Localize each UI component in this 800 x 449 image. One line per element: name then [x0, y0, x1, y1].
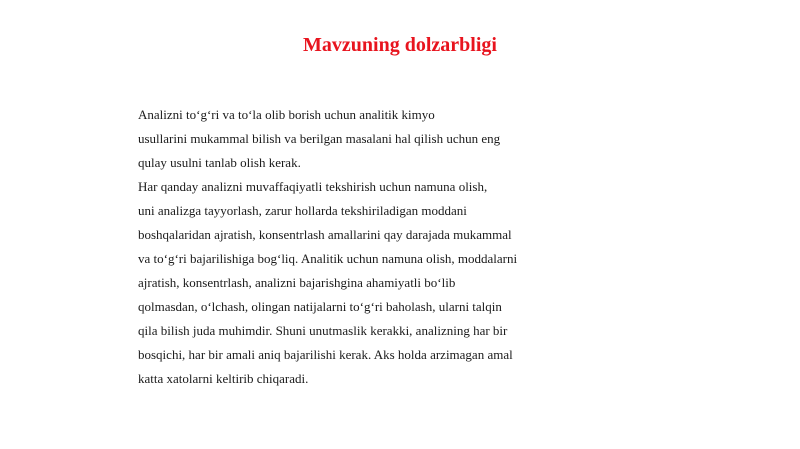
- text-line: qolmasdan, o‘lchash, olingan natijalarni to‘g‘ri baholash, ularni talqin: [138, 299, 502, 314]
- slide-body-text: [138, 103, 558, 391]
- text-line: usullarini mukammal bilish va berilgan masalani hal qilish uchun eng: [138, 131, 501, 146]
- text-line: va to‘g‘ri bajarilishiga bog‘liq. Analitik uchun namuna olish, moddalarni: [138, 251, 518, 266]
- text-line: Analizni to‘g‘ri va to‘la olib borish uchun analitik kimyo: [138, 107, 435, 122]
- text-line: katta xatolarni keltirib chiqaradi.: [138, 371, 309, 386]
- text-line: qila bilish juda muhimdir. Shuni unutmaslik kerakki, analizning har bir: [138, 323, 508, 338]
- text-line: ajratish, konsentrlash, analizni bajarishgina ahamiyatli bo‘lib: [138, 275, 456, 290]
- text-line: uni analizga tayyorlash, zarur hollarda tekshiriladigan moddani: [138, 203, 467, 218]
- text-line: bosqichi, har bir amali aniq bajarilishi kerak. Aks holda arzimagan amal: [138, 347, 513, 362]
- text-line: boshqalaridan ajratish, konsentrlash amallarini qay darajada mukammal: [138, 227, 512, 242]
- text-line: qulay usulni tanlab olish kerak.: [138, 155, 301, 170]
- text-line: Har qanday analizni muvaffaqiyatli tekshirish uchun namuna olish,: [138, 179, 488, 194]
- slide-title: Mavzuning dolzarbligi: [303, 34, 497, 56]
